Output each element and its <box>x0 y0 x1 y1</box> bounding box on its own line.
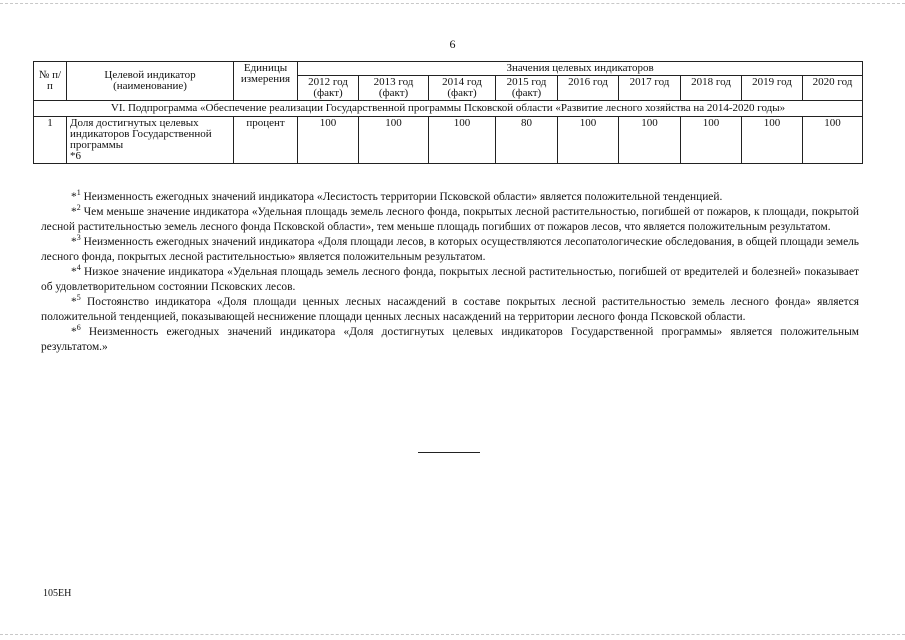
header-year: 2015 год (факт) <box>496 76 558 101</box>
footnote-mark: * <box>71 296 77 308</box>
indicators-table <box>33 61 863 164</box>
header-year: 2020 год <box>803 76 863 101</box>
footnote-mark: * <box>71 236 77 248</box>
footnote-mark: * <box>71 206 77 218</box>
row-value: 100 <box>558 117 619 164</box>
footnotes <box>41 190 859 355</box>
table-row <box>34 117 863 164</box>
footnote-sup: 5 <box>76 293 81 303</box>
page-number: 6 <box>449 37 456 51</box>
row-value: 100 <box>298 117 359 164</box>
header-indicator: Целевой индикатор (наименование) <box>67 62 234 101</box>
header-year: 2017 год <box>619 76 681 101</box>
footnote-sup: 1 <box>76 188 81 198</box>
header-year: 2013 год (факт) <box>359 76 429 101</box>
footnote-text: Неизменность ежегодных значений индикатора «Лесистость территории Псковской области» является положительной тенденцией. <box>83 191 723 203</box>
row-value: 100 <box>359 117 429 164</box>
row-unit: процент <box>234 117 298 164</box>
footnote-mark: * <box>71 191 77 203</box>
footnote-sup: 6 <box>76 323 81 333</box>
footnote-4 <box>41 265 859 295</box>
footnote-1 <box>41 190 859 205</box>
footnote-text: Неизменность ежегодных значений индикатора «Доля площади лесов, в которых осуществляются лесопатологические обследования, в общей площади земель лесного фонда, покрытых лесной растительностью» является положительным результатом. <box>41 236 859 263</box>
row-value: 100 <box>681 117 742 164</box>
row-value: 80 <box>496 117 558 164</box>
row-indicator-name <box>67 117 234 164</box>
row-value: 100 <box>619 117 681 164</box>
footnote-6 <box>41 325 859 355</box>
row-indicator-text: Доля достигнутых целевых индикаторов Государственной программы <box>70 117 212 151</box>
footnote-sup: 4 <box>76 263 81 273</box>
header-num: № п/п <box>34 62 67 101</box>
header-year: 2012 год (факт) <box>298 76 359 101</box>
scan-edge-top <box>0 3 905 4</box>
subprogram-title: VI. Подпрограмма «Обеспечение реализации Государственной программы Псковской области «Развитие лесного хозяйства на 2014-2020 годы» <box>34 101 863 117</box>
scan-edge-bottom <box>0 634 905 635</box>
footnote-text: Низкое значение индикатора «Удельная площадь земель лесного фонда, покрытых лесной растительностью, погибшей от вредителей и болезней» показывает об удовлетворительном состоянии Псковских лесов. <box>41 266 859 293</box>
footnote-text: Неизменность ежегодных значений индикатора «Доля достигнутых целевых индикаторов Государственной программы» является положительным результатом.» <box>41 326 859 353</box>
footnote-sup: 3 <box>76 233 81 243</box>
row-value: 100 <box>742 117 803 164</box>
footnote-sup: 2 <box>76 203 81 213</box>
footnote-mark: * <box>71 266 77 278</box>
header-year: 2019 год <box>742 76 803 101</box>
footnote-mark: * <box>71 326 77 338</box>
footer-code: 105ЕН <box>43 588 72 599</box>
row-value: 100 <box>429 117 496 164</box>
row-num: 1 <box>34 117 67 164</box>
header-values-group: Значения целевых индикаторов <box>298 62 863 76</box>
footnote-5 <box>41 295 859 325</box>
footnote-2 <box>41 205 859 235</box>
end-divider <box>418 452 480 453</box>
header-units: Единицы измерения <box>234 62 298 101</box>
row-value: 100 <box>803 117 863 164</box>
footnote-text: Чем меньше значение индикатора «Удельная площадь земель лесного фонда, покрытых лесной растительностью, погибшей от пожаров, к площади, покрытой лесной растительностью земель лесного фонда Псковской области», тем меньше площадь погибших от пожаров лесов, что является положительным результатом. <box>41 206 859 233</box>
footnote-text: Постоянство индикатора «Доля площади ценных лесных насаждений в составе покрытых лесной растительностью земель лесного фонда» является положительной тенденцией, показывающей неснижение площади ценных лесных насаждений на территории лесного фонда Псковской области. <box>41 296 859 323</box>
header-year: 2016 год <box>558 76 619 101</box>
footnote-3 <box>41 235 859 265</box>
row-indicator-note: *6 <box>70 150 81 162</box>
header-year: 2014 год (факт) <box>429 76 496 101</box>
header-year: 2018 год <box>681 76 742 101</box>
